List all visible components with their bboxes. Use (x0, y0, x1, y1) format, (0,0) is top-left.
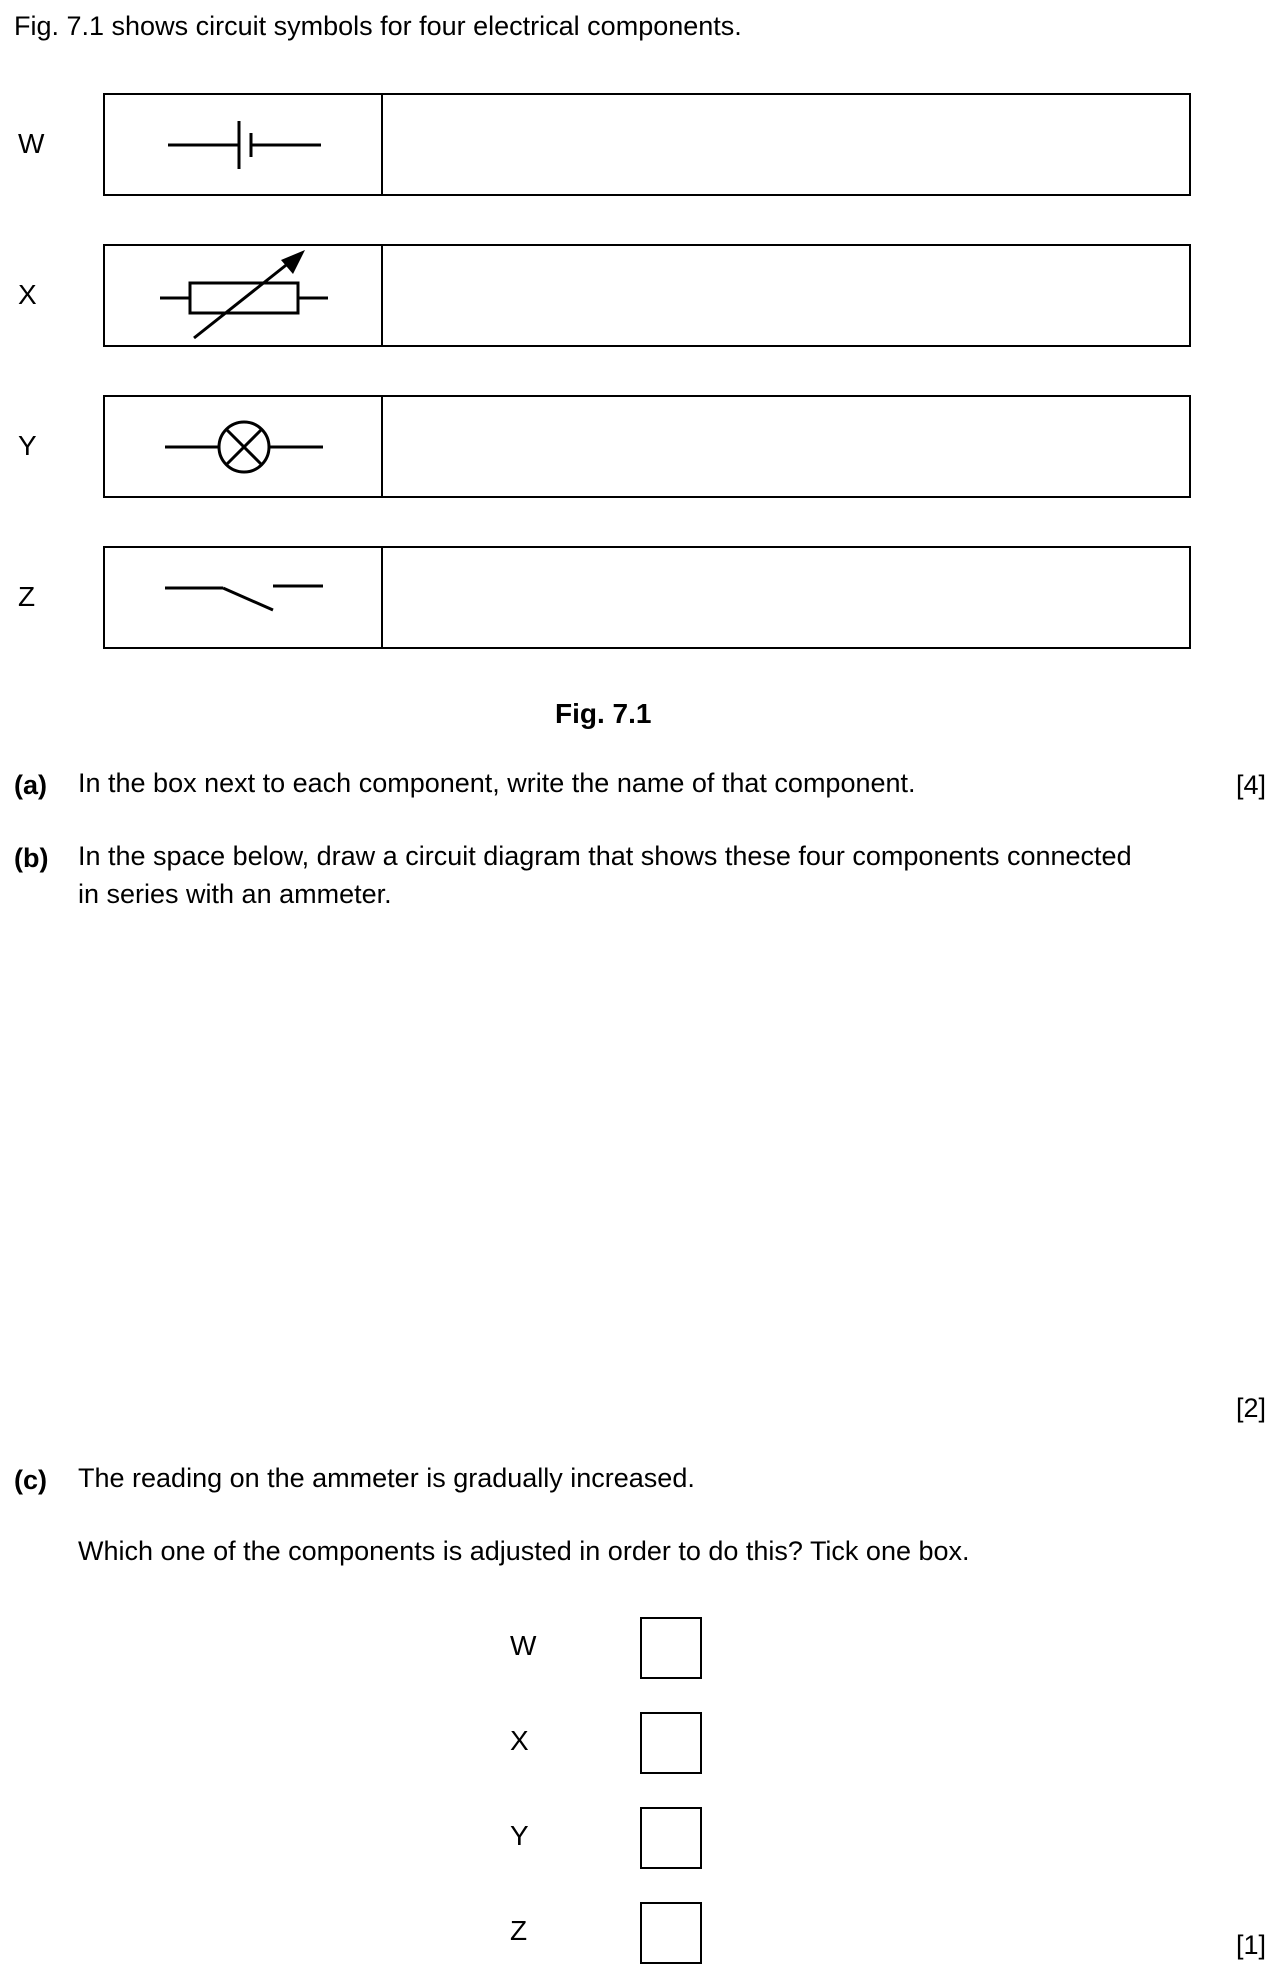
intro-text: Fig. 7.1 shows circuit symbols for four electrical components. (14, 11, 742, 41)
tick-label-x: X (510, 1725, 529, 1756)
tick-box-x[interactable] (640, 1712, 702, 1774)
component-label-z: Z (18, 581, 36, 612)
tick-label-w: W (510, 1630, 537, 1661)
answer-box-x[interactable] (383, 246, 1189, 345)
lamp-icon (105, 397, 381, 497)
answer-box-y[interactable] (383, 397, 1189, 496)
symbol-cell-y (105, 397, 383, 496)
component-row-y (103, 395, 1191, 498)
component-row-w (103, 93, 1191, 196)
open-switch-icon (105, 548, 381, 648)
component-label-x: X (18, 279, 37, 310)
symbol-cell-w (105, 95, 383, 194)
component-row-x (103, 244, 1191, 347)
question-c-marks: [1] (1235, 1930, 1266, 1960)
question-a-tag: (a) (14, 770, 47, 800)
figure-caption: Fig. 7.1 (555, 698, 652, 729)
answer-box-z[interactable] (383, 548, 1189, 647)
tick-label-z: Z (510, 1915, 528, 1946)
tick-label-y: Y (510, 1820, 529, 1851)
question-a-marks: [4] (1235, 770, 1266, 800)
question-c-prompt: Which one of the components is adjusted in order to do this? Tick one box. (78, 1536, 970, 1566)
component-label-y: Y (18, 430, 37, 461)
component-row-z (103, 546, 1191, 649)
answer-box-w[interactable] (383, 95, 1189, 194)
question-b-line1: In the space below, draw a circuit diagram that shows these four components connected (78, 841, 1132, 871)
question-b-marks: [2] (1235, 1393, 1266, 1423)
cell-icon (105, 95, 381, 195)
symbol-cell-z (105, 548, 383, 647)
question-c-tag: (c) (14, 1465, 47, 1495)
question-c-text: The reading on the ammeter is gradually increased. (78, 1463, 695, 1493)
question-b-tag: (b) (14, 843, 49, 873)
tick-box-w[interactable] (640, 1617, 702, 1679)
tick-box-y[interactable] (640, 1807, 702, 1869)
drawing-space[interactable] (78, 930, 1258, 1370)
tick-box-z[interactable] (640, 1902, 702, 1964)
question-b-line2: in series with an ammeter. (78, 879, 392, 909)
variable-resistor-icon (105, 246, 381, 346)
question-a-text: In the box next to each component, write the name of that component. (78, 768, 916, 798)
symbol-cell-x (105, 246, 383, 345)
component-label-w: W (18, 128, 45, 159)
